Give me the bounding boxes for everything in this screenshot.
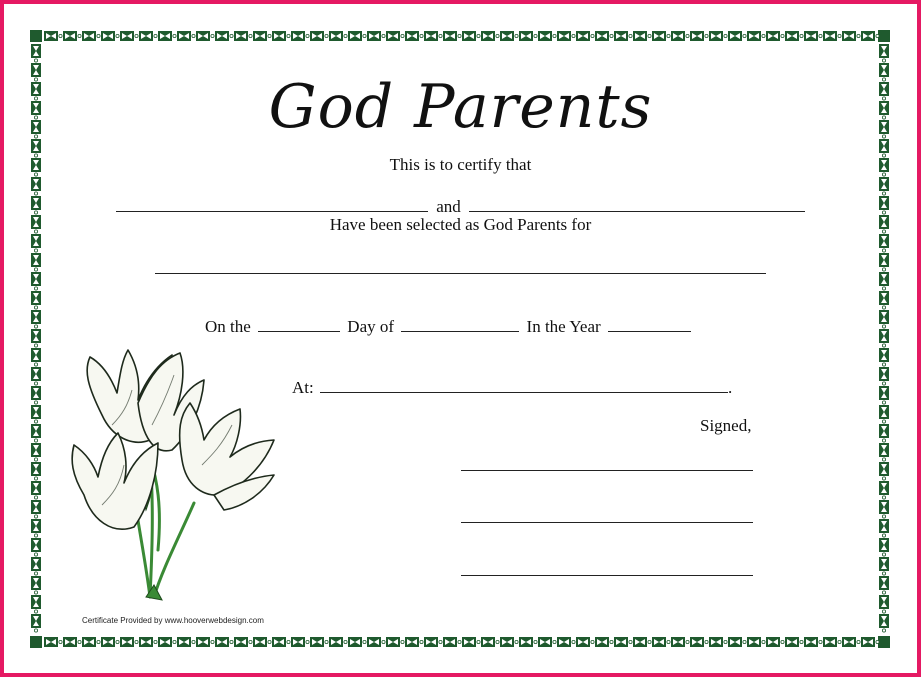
certificate-title: God Parents [268, 72, 653, 142]
location-line[interactable] [320, 377, 728, 393]
signature-line-3[interactable] [461, 560, 753, 576]
signature-line-3-wrap [461, 560, 753, 581]
period-text: . [727, 378, 733, 397]
child-name-line[interactable] [155, 258, 766, 274]
day-of-text: Day of [347, 317, 395, 336]
selected-text: Have been selected as God Parents for [329, 215, 592, 234]
in-the-year-text: In the Year [526, 317, 601, 336]
certify-text: This is to certify that [389, 155, 532, 174]
child-name-row [155, 258, 766, 279]
white-tulips-icon [62, 345, 287, 607]
signature-line-2[interactable] [461, 507, 753, 523]
on-the-text: On the [205, 317, 251, 336]
godparent-1-line[interactable] [116, 196, 428, 212]
signature-line-2-wrap [461, 507, 753, 528]
signature-line-1[interactable] [461, 455, 753, 471]
credit-text: Certificate Provided by www.hooverwebdesign.com [82, 616, 264, 625]
signature-line-1-wrap [461, 455, 753, 476]
date-row [205, 316, 694, 337]
and-text: and [436, 197, 461, 216]
location-row [292, 377, 732, 398]
month-line[interactable] [401, 316, 519, 332]
signed-text: Signed, [700, 416, 752, 435]
day-line[interactable] [258, 316, 340, 332]
names-row [116, 196, 805, 217]
godparent-2-line[interactable] [469, 196, 805, 212]
at-text: At: [292, 378, 314, 397]
year-line[interactable] [608, 316, 691, 332]
